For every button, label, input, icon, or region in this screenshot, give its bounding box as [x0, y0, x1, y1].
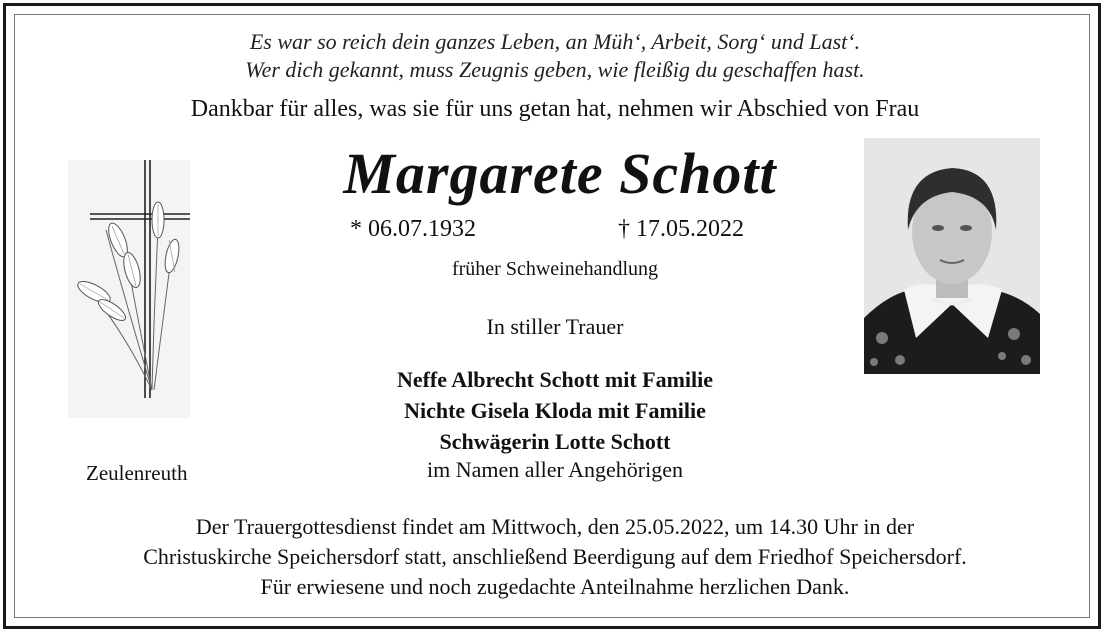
place-name: Zeulenreuth — [86, 461, 188, 485]
mourning-label: In stiller Trauer — [486, 314, 624, 339]
mourner-3: Schwägerin Lotte Schott — [439, 429, 671, 454]
service-line-2: Christuskirche Speichersdorf statt, anschließend Beerdigung auf dem Friedhof Speichersdorf. — [143, 544, 967, 569]
service-line-1: Der Trauergottesdienst findet am Mittwoch, den 25.05.2022, um 14.30 Uhr in der — [195, 514, 915, 539]
mourner-1: Neffe Albrecht Schott mit Familie — [396, 367, 714, 392]
intro-text: Dankbar für alles, was sie für uns getan hat, nehmen wir Abschied von Frau — [190, 96, 920, 122]
deceased-name: Margarete Schott — [343, 141, 777, 206]
birth-date: * 06.07.1932 — [350, 216, 476, 242]
portrait-photo — [864, 138, 1040, 374]
service-line-3: Für erwiesene und noch zugedachte Anteilnahme herzlichen Dank. — [260, 574, 850, 599]
occupation: früher Schweinehandlung — [451, 258, 659, 280]
death-date: † 17.05.2022 — [618, 216, 744, 242]
motto-line-2: Wer dich gekannt, muss Zeugnis geben, wie fleißig du geschaffen hast. — [245, 57, 865, 82]
mourner-2: Nichte Gisela Kloda mit Familie — [404, 398, 706, 423]
relatives-line: im Namen aller Angehörigen — [427, 457, 683, 482]
motto-line-1: Es war so reich dein ganzes Leben, an Müh‘, Arbeit, Sorg‘ und Last‘. — [249, 29, 861, 54]
cross-with-wheat-icon — [68, 160, 190, 418]
